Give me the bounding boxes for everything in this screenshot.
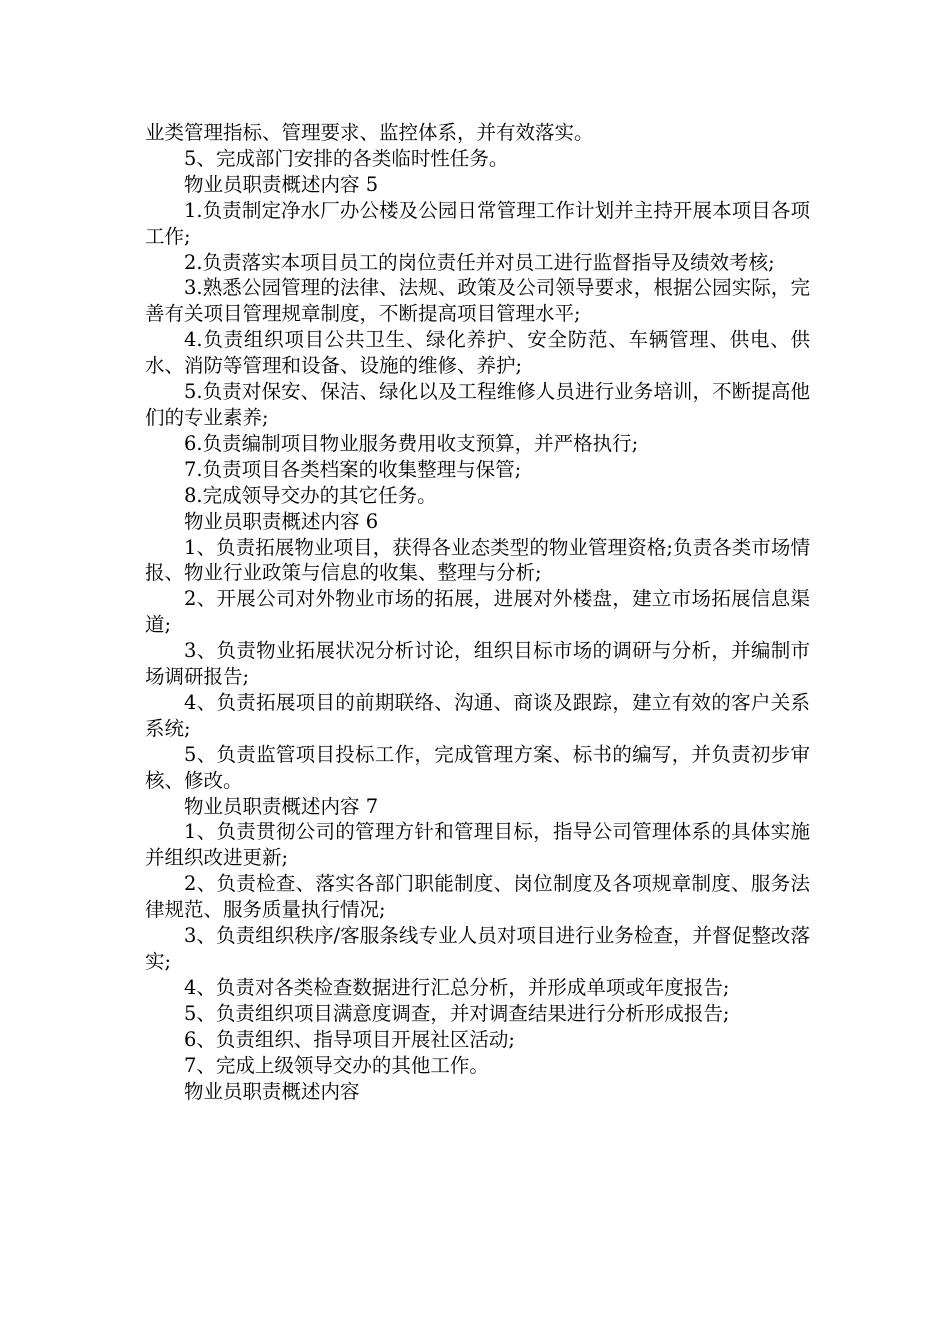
section-heading: 物业员职责概述内容 <box>184 1079 360 1103</box>
paragraph: 5、负责监管项目投标工作，完成管理方案、标书的编写，并负责初步审核、修改。 <box>145 742 810 792</box>
section-heading: 物业员职责概述内容 6 <box>184 509 379 533</box>
paragraph: 1、负责贯彻公司的管理方针和管理目标，指导公司管理体系的具体实施并组织改进更新; <box>145 820 810 870</box>
paragraph: 1、负责拓展物业项目，获得各业态类型的物业管理资格;负责各类市场情报、物业行业政策与信息的收集、整理与分析; <box>145 535 810 585</box>
paragraph: 4、负责拓展项目的前期联络、沟通、商谈及跟踪，建立有效的客户关系系统; <box>145 690 810 740</box>
paragraph: 5、负责组织项目满意度调查，并对调查结果进行分析形成报告; <box>184 1001 730 1025</box>
paragraph: 2.负责落实本项目员工的岗位责任并对员工进行监督指导及绩效考核; <box>184 250 775 274</box>
document-body <box>145 120 810 1104</box>
paragraph: 6.负责编制项目物业服务费用收支预算，并严格执行; <box>184 431 639 455</box>
section-heading: 物业员职责概述内容 7 <box>184 794 379 818</box>
paragraph: 业类管理指标、管理要求、监控体系，并有效落实。 <box>145 121 594 144</box>
paragraph: 4、负责对各类检查数据进行汇总分析，并形成单项或年度报告; <box>184 975 730 999</box>
paragraph: 3、负责组织秩序/客服条线专业人员对项目进行业务检查，并督促整改落实; <box>145 924 810 973</box>
paragraph: 6、负责组织、指导项目开展社区活动; <box>184 1027 515 1051</box>
paragraph: 1.负责制定净水厂办公楼及公园日常管理工作计划并主持开展本项目各项工作; <box>145 198 810 248</box>
paragraph: 2、负责检查、落实各部门职能制度、岗位制度及各项规章制度、服务法律规范、服务质量执行情况; <box>145 872 810 922</box>
paragraph: 7.负责项目各类档案的收集整理与保管; <box>184 457 522 481</box>
paragraph: 3、负责物业拓展状况分析讨论，组织目标市场的调研与分析，并编制市场调研报告; <box>145 639 810 689</box>
paragraph: 3.熟悉公园管理的法律、法规、政策及公司领导要求，根据公园实际，完善有关项目管理规章制度，不断提高项目管理水平; <box>145 276 810 326</box>
paragraph: 5、完成部门安排的各类临时性任务。 <box>184 146 509 170</box>
paragraph: 4.负责组织项目公共卫生、绿化养护、安全防范、车辆管理、供电、供水、消防等管理和设备、设施的维修、养护; <box>145 328 810 378</box>
paragraph: 8.完成领导交办的其它任务。 <box>184 483 437 507</box>
paragraph: 2、开展公司对外物业市场的拓展，进展对外楼盘，建立市场拓展信息渠道; <box>145 587 810 637</box>
section-heading: 物业员职责概述内容 5 <box>184 172 379 196</box>
paragraph: 5.负责对保安、保洁、绿化以及工程维修人员进行业务培训，不断提高他们的专业素养; <box>145 380 810 429</box>
paragraph: 7、完成上级领导交办的其他工作。 <box>184 1053 489 1077</box>
